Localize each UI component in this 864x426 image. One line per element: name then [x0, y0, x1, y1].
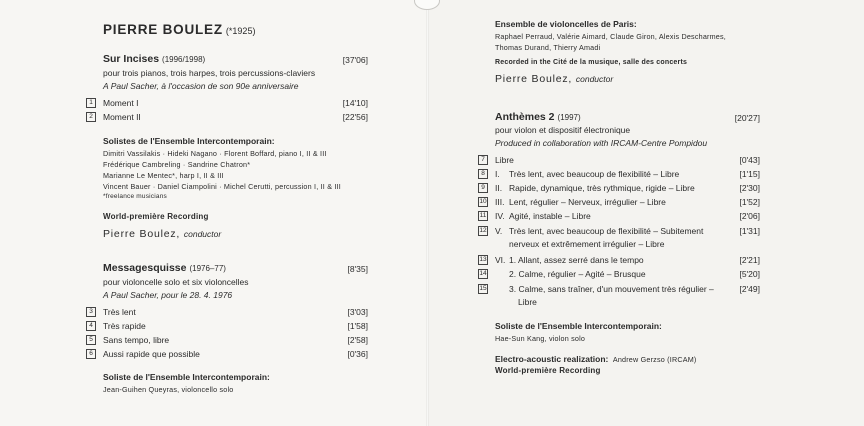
work-title: Anthèmes 2	[495, 111, 555, 123]
work-title: Messagesquisse	[103, 262, 187, 274]
dedication: A Paul Sacher, à l'occasion de son 90e anniversaire	[103, 81, 299, 91]
soloist-heading: Soliste de l'Ensemble Intercontemporain:	[495, 321, 662, 331]
ensemble-heading: Ensemble de violoncelles de Paris:	[495, 19, 637, 29]
electro-value: Andrew Gerzso (IRCAM)	[612, 355, 697, 364]
soloists-heading: Solistes de l'Ensemble Intercontemporain:	[103, 136, 275, 146]
track-number-badge: 2	[86, 112, 96, 122]
conductor-credit	[495, 73, 613, 85]
work-year: (1996/1998)	[162, 55, 206, 64]
movement-number: IV.	[495, 211, 505, 221]
track-number-badge: 4	[86, 321, 96, 331]
soloist-heading: Soliste de l'Ensemble Intercontemporain:	[103, 372, 270, 382]
track-title: 1. Allant, assez serré dans le tempo	[509, 255, 644, 265]
movement-number: III.	[495, 197, 505, 207]
track-title-continued: nerveux et extrêmement irrégulier – Libre	[509, 239, 665, 249]
track-duration: [2'49]	[739, 284, 760, 294]
ensemble-line: Thomas Durand, Thierry Amadi	[495, 43, 601, 52]
composer-heading	[103, 22, 255, 37]
work-duration: [20'27]	[734, 113, 760, 123]
instrumentation: pour trois pianos, trois harpes, trois percussions-claviers	[103, 68, 316, 78]
dedication: A Paul Sacher, pour le 28. 4. 1976	[103, 290, 233, 300]
production-credit: Produced in collaboration with IRCAM-Centre Pompidou	[495, 138, 708, 148]
track-duration: [0'36]	[347, 349, 368, 359]
composer-name: PIERRE BOULEZ	[103, 22, 223, 37]
track-title: Très lent	[103, 307, 136, 317]
track-title: Sans tempo, libre	[103, 335, 170, 345]
track-title: Moment II	[103, 112, 141, 122]
electro-label: Electro-acoustic realization:	[495, 354, 609, 364]
soloist-line: Hae-Sun Kang, violon solo	[495, 334, 586, 343]
soloists-line: Dimitri Vassilakis · Hideki Nagano · Florent Boffard, piano I, II & III	[103, 149, 327, 158]
track-duration: [2'30]	[739, 183, 760, 193]
soloists-line: Vincent Bauer · Daniel Ciampolini · Michel Cerutti, percussion I, II & III	[103, 182, 341, 191]
freelance-note: *freelance musicians	[103, 193, 167, 200]
track-duration: [2'21]	[739, 255, 760, 265]
track-number-badge: 10	[479, 198, 487, 205]
track-duration: [1'15]	[739, 169, 760, 179]
track-title: Moment I	[103, 98, 139, 108]
work-duration: [37'06]	[342, 55, 368, 65]
track-duration: [22'56]	[342, 112, 368, 122]
track-duration: [0'43]	[739, 155, 760, 165]
track-title: Agité, instable – Libre	[509, 211, 591, 221]
track-number-badge: 8	[478, 169, 488, 179]
movement-number: I.	[495, 169, 500, 179]
track-duration: [3'03]	[347, 307, 368, 317]
soloist-line: Jean-Guihen Queyras, violoncello solo	[103, 385, 234, 394]
conductor-name: Pierre Boulez,	[495, 73, 573, 85]
conductor-role: conductor	[575, 74, 614, 84]
work-title-sur-incises	[103, 53, 205, 65]
work-year: (1997)	[557, 113, 581, 122]
track-title: Libre	[495, 155, 514, 165]
track-number-badge: 9	[478, 183, 488, 193]
track-number-badge: 13	[479, 256, 487, 263]
instrumentation: pour violon et dispositif électronique	[495, 125, 631, 135]
booklet-fold	[426, 0, 429, 426]
track-number-badge: 5	[86, 335, 96, 345]
work-year: (1976–77)	[189, 264, 226, 273]
track-number-badge: 6	[86, 349, 96, 359]
track-title: 3. Calme, sans traîner, d'un mouvement très régulier –	[509, 284, 714, 294]
work-title-anthemes-2	[495, 111, 581, 123]
movement-number: VI.	[495, 255, 506, 265]
ensemble-line: Raphael Perraud, Valérie Aimard, Claude Giron, Alexis Descharmes,	[495, 32, 726, 41]
track-title: Aussi rapide que possible	[103, 349, 200, 359]
track-number-badge: 1	[86, 98, 96, 108]
track-title-continued: Libre	[518, 297, 537, 307]
track-duration: [1'52]	[739, 197, 760, 207]
track-duration: [1'31]	[739, 226, 760, 236]
premiere-label: World-première Recording	[103, 212, 209, 221]
conductor-credit	[103, 228, 221, 240]
track-duration: [1'58]	[347, 321, 368, 331]
track-duration: [14'10]	[342, 98, 368, 108]
booklet-right-page	[428, 0, 864, 426]
track-title: Très rapide	[103, 321, 146, 331]
track-title: Rapide, dynamique, très rythmique, rigide – Libre	[509, 183, 695, 193]
recording-venue: Recorded in the Cité de la musique, salle des concerts	[495, 59, 688, 66]
track-number-badge: 11	[479, 212, 487, 219]
composer-years: (*1925)	[225, 26, 256, 36]
track-number-badge: 3	[86, 307, 96, 317]
track-title: Lent, régulier – Nerveux, irrégulier – Libre	[509, 197, 666, 207]
soloists-line: Frédérique Cambreling · Sandrine Chatron*	[103, 160, 251, 169]
track-title: Très lent, avec beaucoup de flexibilité – Subitement	[509, 226, 704, 236]
movement-number: II.	[495, 183, 503, 193]
work-title-messagesquisse	[103, 262, 226, 274]
work-title: Sur Incises	[103, 53, 160, 65]
movement-number: V.	[495, 226, 503, 236]
track-duration: [2'58]	[347, 335, 368, 345]
track-title: 2. Calme, régulier – Agité – Brusque	[509, 269, 646, 279]
track-number-badge: 12	[479, 227, 487, 234]
conductor-role: conductor	[183, 229, 222, 239]
instrumentation: pour violoncelle solo et six violoncelles	[103, 277, 249, 287]
premiere-label: World-première Recording	[495, 366, 601, 375]
electro-acoustic-credit	[495, 349, 697, 367]
booklet-left-page	[0, 0, 428, 426]
work-duration: [8'35]	[347, 264, 368, 274]
soloists-line: Marianne Le Mentec*, harp I, II & III	[103, 171, 224, 180]
track-number-badge: 7	[478, 155, 488, 165]
conductor-name: Pierre Boulez,	[103, 228, 181, 240]
track-title: Très lent, avec beaucoup de flexibilité – Libre	[509, 169, 680, 179]
track-number-badge: 14	[479, 270, 487, 277]
track-duration: [2'06]	[739, 211, 760, 221]
track-duration: [5'20]	[739, 269, 760, 279]
track-number-badge: 15	[479, 285, 487, 292]
